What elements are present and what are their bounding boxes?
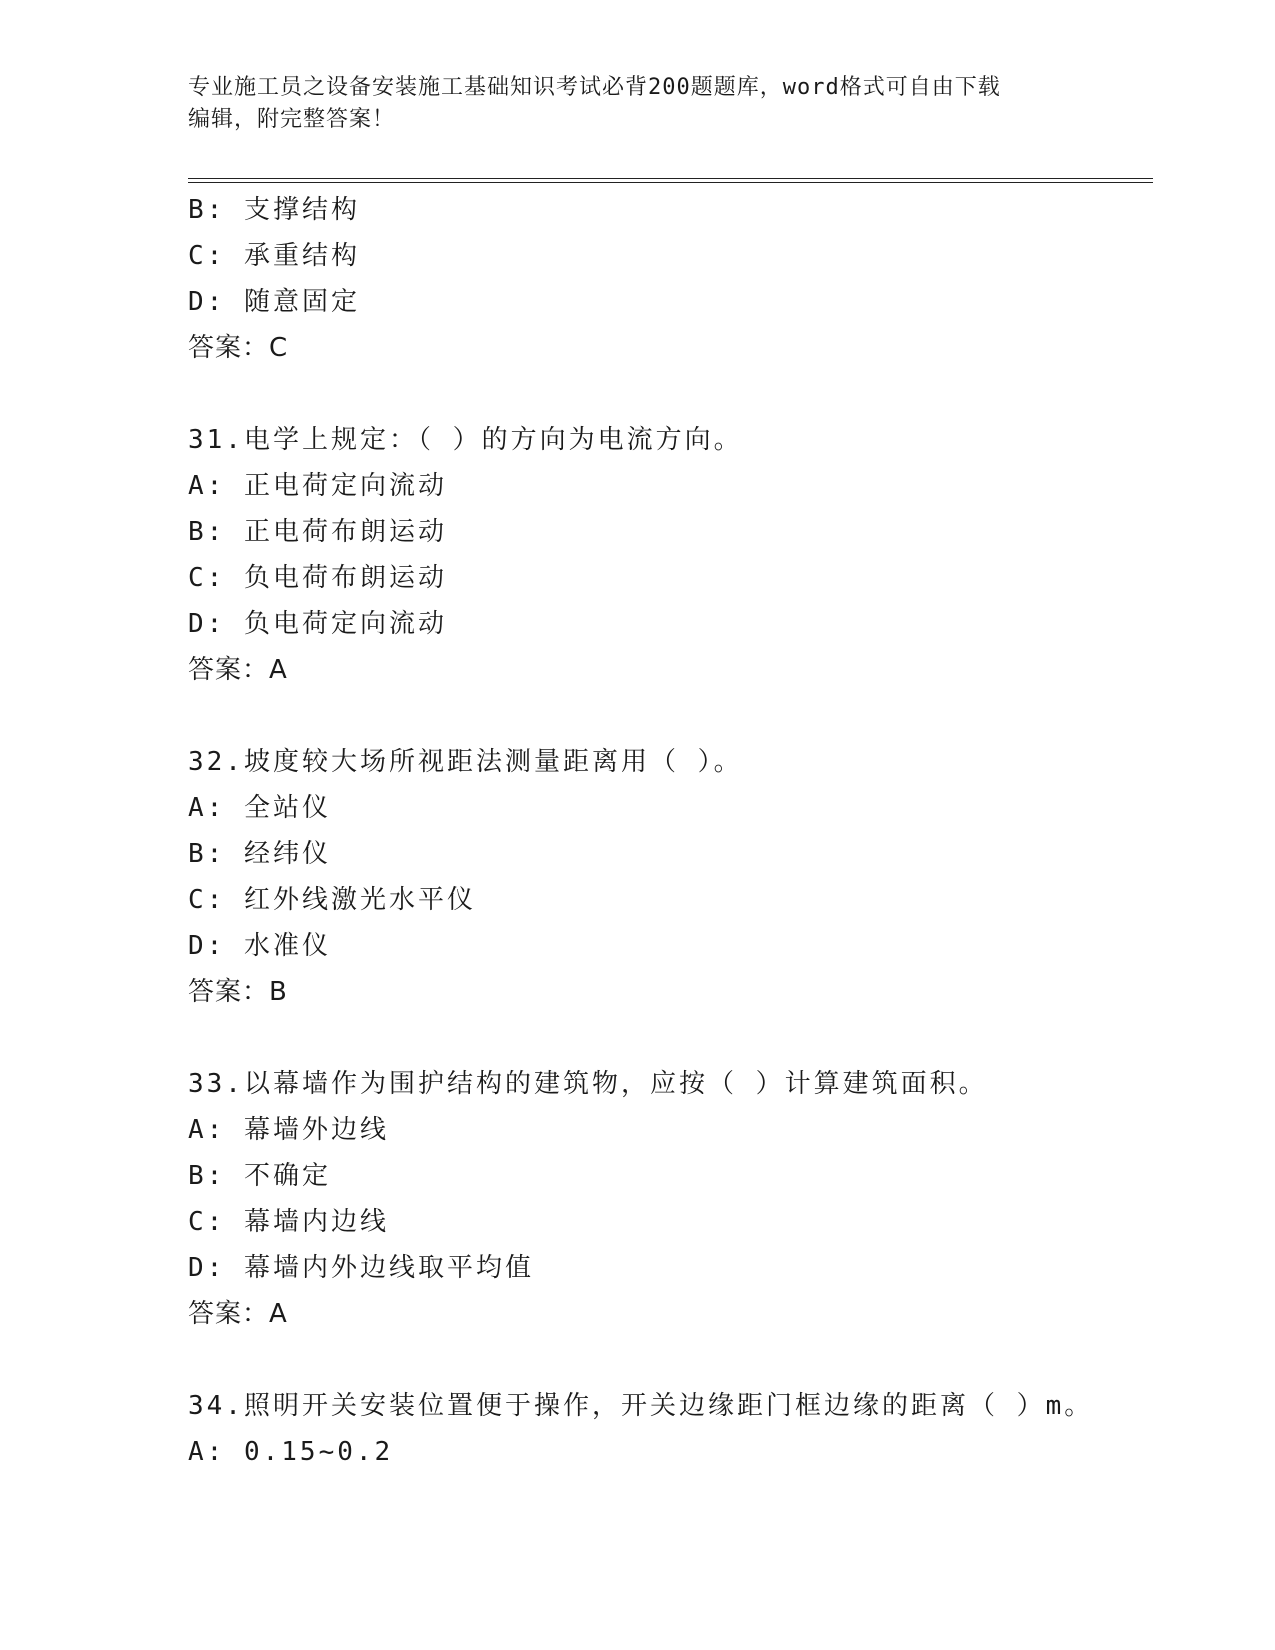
option-b: B: 不确定: [188, 1161, 331, 1191]
question-33: [188, 1061, 1148, 1337]
document-header: [188, 72, 1088, 136]
option-d: D: 幕墙内外边线取平均值: [188, 1253, 534, 1283]
question-31: [188, 417, 1148, 693]
question-stem: 34.照明开关安装位置便于操作，开关边缘距门框边缘的距离（ ）m。: [188, 1391, 1094, 1421]
option-c: C: 幕墙内边线: [188, 1207, 389, 1237]
question-32: [188, 739, 1148, 1015]
option-b: B: 经纬仪: [188, 839, 331, 869]
spacer: [188, 1337, 1148, 1383]
option-a: A: 正电荷定向流动: [188, 471, 447, 501]
option-d: D: 水准仪: [188, 931, 331, 961]
spacer: [188, 371, 1148, 417]
option-d: D: 负电荷定向流动: [188, 609, 447, 639]
option-a: A: 幕墙外边线: [188, 1115, 389, 1145]
option-d: D: 随意固定: [188, 287, 360, 317]
option-a: A: 0.15~0.2: [188, 1437, 394, 1467]
header-line-1: 专业施工员之设备安装施工基础知识考试必背200题题库，word格式可自由下载: [188, 75, 1001, 100]
option-a: A: 全站仪: [188, 793, 331, 823]
answer: 答案：B: [188, 977, 288, 1007]
header-line-2: 编辑，附完整答案！: [188, 107, 396, 132]
option-b: B: 正电荷布朗运动: [188, 517, 447, 547]
header-divider: [188, 178, 1153, 183]
question-list: [188, 187, 1148, 1475]
question-stem: 31.电学上规定：（ ）的方向为电流方向。: [188, 425, 743, 455]
option-b: B: 支撑结构: [188, 195, 360, 225]
spacer: [188, 1015, 1148, 1061]
answer: 答案：A: [188, 655, 288, 685]
option-c: C: 红外线激光水平仪: [188, 885, 476, 915]
question-stem: 32.坡度较大场所视距法测量距离用（ ）。: [188, 747, 743, 777]
spacer: [188, 693, 1148, 739]
option-c: C: 负电荷布朗运动: [188, 563, 447, 593]
answer: 答案：C: [188, 333, 289, 363]
question-30-continued: [188, 187, 1148, 371]
question-stem: 33.以幕墙作为围护结构的建筑物，应按（ ）计算建筑面积。: [188, 1069, 988, 1099]
option-c: C: 承重结构: [188, 241, 360, 271]
answer: 答案：A: [188, 1299, 288, 1329]
question-34: [188, 1383, 1148, 1475]
